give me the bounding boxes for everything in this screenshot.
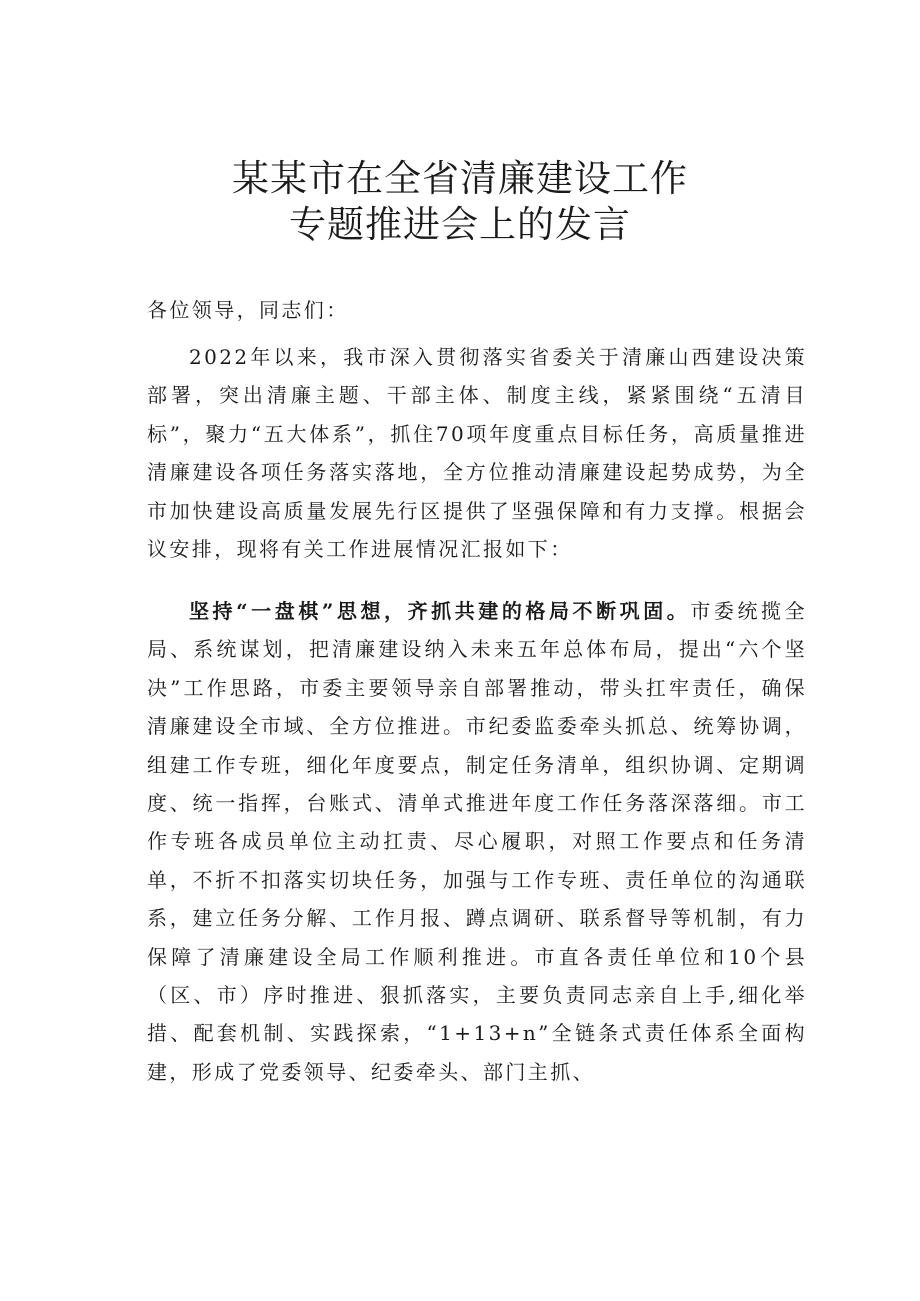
paragraph-section-1 <box>147 592 807 1091</box>
document-title-line-1: 某某市在全省清廉建设工作 <box>232 157 688 200</box>
paragraph-intro: 2022年以来，我市深入贯彻落实省委关于清廉山西建设决策部署，突出清廉主题、干部主体、制度主线，紧紧围绕“五清目标”，聚力“五大体系”，抓住70项年度重点目标任务，高质量推进清廉建设各项任务落实落地，全方位推动清廉建设起势成势，为全市加快建设高质量发展先行区提供了坚强保障和有力支撑。根据会议安排，现将有关工作进展情况汇报如下： <box>147 345 807 562</box>
document-title-line-2: 专题推进会上的发言 <box>289 203 631 246</box>
paragraph-lead-heading: 坚持“一盘棋”思想，齐抓共建的格局不断巩固。 <box>189 599 691 623</box>
salutation: 各位领导，同志们： <box>147 298 349 322</box>
paragraph-body-text: 市委统揽全局、系统谋划，把清廉建设纳入未来五年总体布局，提出“六个坚决”工作思路，市委主要领导亲自部署推动，带头扛牢责任，确保清廉建设全市域、全方位推进。市纪委监委牵头抓总、统筹协调，组建工作专班，细化年度要点，制定任务清单，组织协调、定期调度、统一指挥，台账式、清单式推进年度工作任务落深落细。市工作专班各成员单位主动扛责、尽心履职，对照工作要点和任务清单，不折不扣落实切块任务，加强与工作专班、责任单位的沟通联系，建立任务分解、工作月报、蹲点调研、联系督导等机制，有力保障了清廉建设全局工作顺利推进。市直各责任单位和10个县（区、市）序时推进、狠抓落实，主要负责同志亲自上手,细化举措、配套机制、实践探索，“1+13+n”全链条式责任体系全面构建，形成了党委领导、纪委牵头、部门主抓、 <box>147 599 808 1084</box>
